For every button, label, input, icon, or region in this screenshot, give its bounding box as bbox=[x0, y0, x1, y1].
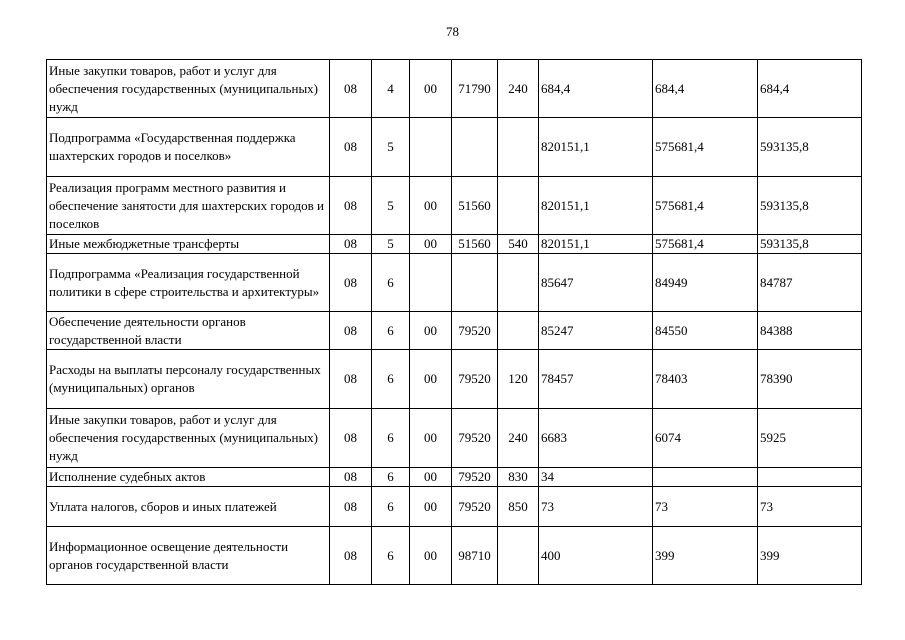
amount-3: 593135,8 bbox=[758, 118, 862, 177]
subsection-code: 6 bbox=[372, 527, 410, 585]
expense-type-code: 850 bbox=[498, 487, 539, 527]
table-row bbox=[47, 350, 862, 409]
amount-2 bbox=[653, 468, 758, 487]
section-code: 08 bbox=[330, 118, 372, 177]
program-code: 00 bbox=[410, 468, 452, 487]
subsection-code: 5 bbox=[372, 177, 410, 235]
subsection-code: 6 bbox=[372, 409, 410, 468]
table-row bbox=[47, 60, 862, 118]
expense-type-code bbox=[498, 254, 539, 312]
row-name: Информационное освещение деятельности органов государственной власти bbox=[47, 527, 330, 585]
program-code: 00 bbox=[410, 527, 452, 585]
amount-3: 593135,8 bbox=[758, 235, 862, 254]
subsection-code: 6 bbox=[372, 254, 410, 312]
section-code: 08 bbox=[330, 312, 372, 350]
row-name: Иные межбюджетные трансферты bbox=[47, 235, 330, 254]
expense-type-code bbox=[498, 312, 539, 350]
section-code: 08 bbox=[330, 409, 372, 468]
section-code: 08 bbox=[330, 468, 372, 487]
amount-3: 593135,8 bbox=[758, 177, 862, 235]
amount-3 bbox=[758, 468, 862, 487]
expense-type-code bbox=[498, 177, 539, 235]
amount-2: 84949 bbox=[653, 254, 758, 312]
row-name: Уплата налогов, сборов и иных платежей bbox=[47, 487, 330, 527]
expense-type-code: 120 bbox=[498, 350, 539, 409]
amount-1: 820151,1 bbox=[539, 177, 653, 235]
amount-2: 575681,4 bbox=[653, 118, 758, 177]
amount-2: 684,4 bbox=[653, 60, 758, 118]
amount-2: 575681,4 bbox=[653, 235, 758, 254]
amount-2: 73 bbox=[653, 487, 758, 527]
amount-3: 684,4 bbox=[758, 60, 862, 118]
expense-type-code: 540 bbox=[498, 235, 539, 254]
amount-2: 78403 bbox=[653, 350, 758, 409]
target-code: 79520 bbox=[452, 487, 498, 527]
program-code: 00 bbox=[410, 60, 452, 118]
section-code: 08 bbox=[330, 177, 372, 235]
program-code: 00 bbox=[410, 312, 452, 350]
table-row bbox=[47, 254, 862, 312]
row-name: Расходы на выплаты персоналу государственных (муниципальных) органов bbox=[47, 350, 330, 409]
amount-1: 73 bbox=[539, 487, 653, 527]
subsection-code: 5 bbox=[372, 118, 410, 177]
amount-1: 85247 bbox=[539, 312, 653, 350]
amount-2: 575681,4 bbox=[653, 177, 758, 235]
subsection-code: 5 bbox=[372, 235, 410, 254]
amount-2: 6074 bbox=[653, 409, 758, 468]
table-row bbox=[47, 487, 862, 527]
amount-1: 400 bbox=[539, 527, 653, 585]
table-row bbox=[47, 468, 862, 487]
amount-1: 85647 bbox=[539, 254, 653, 312]
row-name: Иные закупки товаров, работ и услуг для обеспечения государственных (муниципальных) нужд bbox=[47, 409, 330, 468]
section-code: 08 bbox=[330, 254, 372, 312]
row-name: Подпрограмма «Государственная поддержка шахтерских городов и поселков» bbox=[47, 118, 330, 177]
expense-type-code: 240 bbox=[498, 409, 539, 468]
amount-1: 78457 bbox=[539, 350, 653, 409]
row-name: Обеспечение деятельности органов государственной власти bbox=[47, 312, 330, 350]
amount-3: 399 bbox=[758, 527, 862, 585]
section-code: 08 bbox=[330, 60, 372, 118]
amount-3: 73 bbox=[758, 487, 862, 527]
table-row bbox=[47, 235, 862, 254]
target-code: 79520 bbox=[452, 350, 498, 409]
page-number: 78 bbox=[446, 24, 459, 39]
row-name: Исполнение судебных актов bbox=[47, 468, 330, 487]
amount-3: 84787 bbox=[758, 254, 862, 312]
row-name: Реализация программ местного развития и обеспечение занятости для шахтерских городов и поселков bbox=[47, 177, 330, 235]
budget-table bbox=[46, 59, 862, 585]
amount-1: 34 bbox=[539, 468, 653, 487]
program-code: 00 bbox=[410, 350, 452, 409]
program-code bbox=[410, 118, 452, 177]
table-row bbox=[47, 118, 862, 177]
subsection-code: 6 bbox=[372, 350, 410, 409]
amount-1: 820151,1 bbox=[539, 235, 653, 254]
amount-2: 399 bbox=[653, 527, 758, 585]
section-code: 08 bbox=[330, 527, 372, 585]
table-row bbox=[47, 409, 862, 468]
table-row bbox=[47, 177, 862, 235]
amount-3: 84388 bbox=[758, 312, 862, 350]
target-code: 79520 bbox=[452, 312, 498, 350]
table-row bbox=[47, 527, 862, 585]
expense-type-code: 240 bbox=[498, 60, 539, 118]
amount-3: 5925 bbox=[758, 409, 862, 468]
section-code: 08 bbox=[330, 487, 372, 527]
table-row bbox=[47, 312, 862, 350]
amount-3: 78390 bbox=[758, 350, 862, 409]
row-name: Иные закупки товаров, работ и услуг для обеспечения государственных (муниципальных) нужд bbox=[47, 60, 330, 118]
amount-1: 6683 bbox=[539, 409, 653, 468]
program-code: 00 bbox=[410, 177, 452, 235]
expense-type-code bbox=[498, 118, 539, 177]
amount-2: 84550 bbox=[653, 312, 758, 350]
target-code: 51560 bbox=[452, 177, 498, 235]
program-code bbox=[410, 254, 452, 312]
target-code: 79520 bbox=[452, 468, 498, 487]
program-code: 00 bbox=[410, 487, 452, 527]
target-code: 51560 bbox=[452, 235, 498, 254]
program-code: 00 bbox=[410, 235, 452, 254]
section-code: 08 bbox=[330, 235, 372, 254]
amount-1: 684,4 bbox=[539, 60, 653, 118]
expense-type-code: 830 bbox=[498, 468, 539, 487]
program-code: 00 bbox=[410, 409, 452, 468]
subsection-code: 6 bbox=[372, 312, 410, 350]
amount-1: 820151,1 bbox=[539, 118, 653, 177]
target-code: 71790 bbox=[452, 60, 498, 118]
subsection-code: 6 bbox=[372, 468, 410, 487]
target-code: 98710 bbox=[452, 527, 498, 585]
subsection-code: 6 bbox=[372, 487, 410, 527]
target-code: 79520 bbox=[452, 409, 498, 468]
subsection-code: 4 bbox=[372, 60, 410, 118]
target-code bbox=[452, 254, 498, 312]
section-code: 08 bbox=[330, 350, 372, 409]
expense-type-code bbox=[498, 527, 539, 585]
row-name: Подпрограмма «Реализация государственной политики в сфере строительства и архитектуры» bbox=[47, 254, 330, 312]
target-code bbox=[452, 118, 498, 177]
